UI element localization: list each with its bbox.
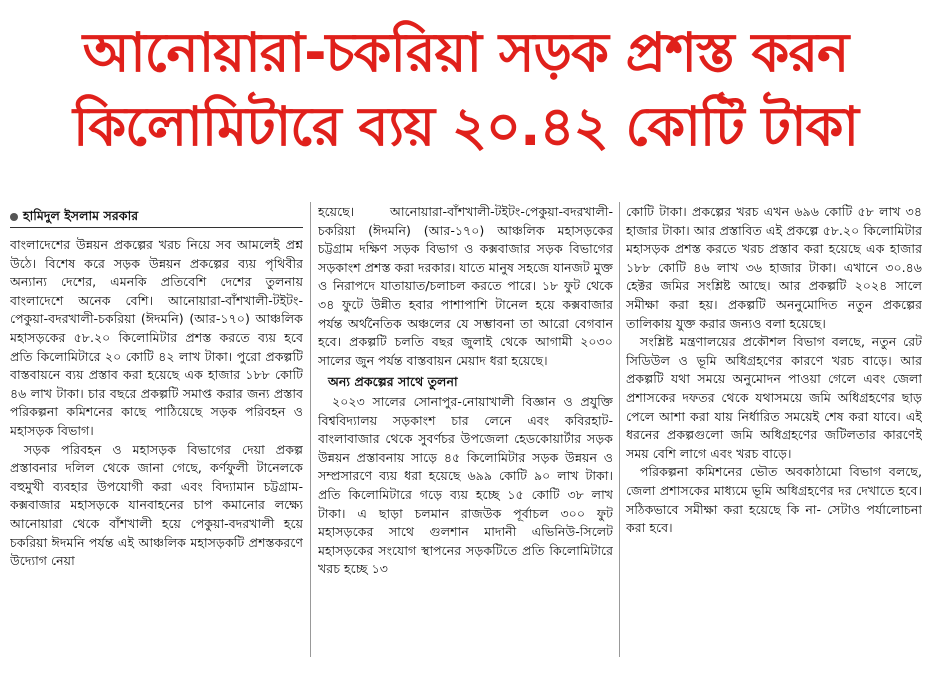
bullet-icon <box>10 213 18 221</box>
headline-line-1: আনোয়ারা-চকরিয়া সড়ক প্রশস্ত করন <box>82 21 849 84</box>
paragraph: কোটি টাকা। প্রকল্পের খরচ এখন ৬৯৬ কোটি ৫৮ লাখ ৩৪ হাজার টাকা। আর প্রস্তাবিত এই প্রকল্পে ৫৮.২০ কিলোমিটার মহাসড়ক প্রশস্ত করতে খরচ প্রস্তাব করা হয়েছে এক হাজার ১৮৮ কোটি ৪৬ লাখ ৩৬ হাজার টাকা। এখানে ৩০.৪৬ হেক্টর জমির সংশ্লিষ্ট আছে। আর প্রকল্পটি ২০২৪ সালে সমীক্ষা করা হয়। প্রকল্পটি অননুমোদিত নতুন প্রকল্পের তালিকায় যুক্ত করার জন্যও বলা হয়েছে। <box>626 204 922 331</box>
article-column-1 <box>10 236 303 691</box>
headline-line-2: কিলোমিটারে ব্যয় ২০.৪২ কোটি টাকা <box>72 95 859 158</box>
byline-divider <box>10 227 303 228</box>
paragraph: হয়েছে। আনোয়ারা-বাঁশখালী-টইটং-পেকুয়া-বদরখালী-চকরিয়া (ঈদমনি) (আর-১৭০) আঞ্চলিক মহাসড়কের চট্টগ্রাম দক্ষিণ সড়ক বিভাগ ও কক্সবাজার সড়ক বিভাগের সড়কাংশ প্রশস্ত করা দরকার। যাতে মানুষ সহজে যানজট মুক্ত ও নিরাপদে যাতায়াত/চলাচল করতে পারে। ১৮ ফুট থেকে ৩৪ ফুটে উন্নীত হবার পাশাপাশি টানেল হয়ে কক্সবাজার পর্যন্ত অর্থনৈতিক অঞ্চলের যে সম্ভাবনা তা আরো বেগবান হবে। প্রকল্পটি চলতি বছর জুলাই থেকে আগামী ২০৩০ সালের জুন পর্যন্ত বাস্তবায়ন মেয়াদ ধরা হয়েছে। <box>318 204 613 368</box>
subheading: অন্য প্রকল্পের সাথে তুলনা <box>328 374 458 390</box>
paragraph: বাংলাদেশের উন্নয়ন প্রকল্পের খরচ নিয়ে সব আমলেই প্রশ্ন উঠে। বিশেষ করে সড়ক উন্নয়ন প্রকল্পের ব্যয় পৃথিবীর অন্যান্য দেশের, এমনকি প্রতিবেশি দেশের তুলনায় বাংলাদেশে অনেক বেশি। আনোয়ারা-বাঁশখালী-টইটং-পেকুয়া-বদরখালী-চকরিয়া (ঈদমনি) (আর-১৭০) আঞ্চলিক মহাসড়কের ৫৮.২০ কিলোমিটার প্রশস্ত করতে ব্যয় হবে প্রতি কিলোমিটারে ২০ কোটি ৪২ লাখ টাকা। পুরো প্রকল্পটি বাস্তবায়নে ব্যয় প্রস্তাব করা হয়েছে এক হাজার ১৮৮ কোটি ৪৬ লাখ টাকা। চার বছরে প্রকল্পটি সমাপ্ত করার জন্য প্রস্তাব পরিকল্পনা কমিশনের কাছে পাঠিয়েছে সড়ক পরিবহন ও মহাসড়ক বিভাগ। <box>10 237 303 438</box>
column-divider <box>619 202 620 657</box>
paragraph: সড়ক পরিবহন ও মহাসড়ক বিভাগের দেয়া প্রকল্প প্রস্তাবনার দলিল থেকে জানা গেছে, কর্ণফুলী টানেলকে বহুমুখী ব্যবহার উপযোগী করা এবং বিদ্যামান চট্টগ্রাম-কক্সবাজার মহাসড়কে যানবাহনের চাপ কমানোর লক্ষ্যে আনোয়ারা থেকে বাঁশখালী হয়ে পেকুয়া-বদরখালী হয়ে চকরিয়া ঈদমনি পর্যন্ত এই আঞ্চলিক মহাসড়কটি প্রশস্তকরণে উদ্যোগ নেয়া <box>10 441 303 569</box>
column-divider <box>310 202 311 657</box>
paragraph: ২০২৩ সালের সোনাপুর-নোয়াখালী বিজ্ঞান ও প্রযুক্তি বিশ্ববিদ্যালয় সড়কাংশ চার লেনে এবং কবিরহাট-বাংলাবাজার থেকে সুবর্ণচর উপজেলা হেডকোয়ার্টার সড়ক উন্নয়ন প্রস্তাবনায় সাড়ে ৪৫ কিলোমিটার সড়ক উন্নয়ন ও সম্প্রসারণে ব্যয় ধরা হয়েছে ৬৯৯ কোটি ৯০ লাখ টাকা। প্রতি কিলোমিটারে গড়ে ব্যয় হচ্ছে ১৫ কোটি ৩৮ লাখ টাকা। এ ছাড়া চলমান রাজউক পূর্বাচল ৩০০ ফুট মহাসড়কের সাথে গুলশান মাদানী এভিনিউ-সিলেট মহাসড়কের সংযোগ স্থাপনের সড়কটিতে প্রতি কিলোমিটারে খরচ হচ্ছে ১৩ <box>318 393 613 577</box>
article-column-2 <box>318 203 613 658</box>
byline-text: হামিদুল ইসলাম সরকার <box>23 208 139 223</box>
byline <box>10 208 138 228</box>
paragraph: পরিকল্পনা কমিশনের ভৌত অবকাঠামো বিভাগ বলছে, জেলা প্রশাসকের মাধ্যমে ভূমি অধিগ্রহণের দর দেখাতে হবে। সঠিকভাবে সমীক্ষা করা হয়েছে কি না- সেটাও পর্যালোচনা করা হবে। <box>626 464 922 536</box>
article-column-3 <box>626 203 922 658</box>
paragraph: সংশ্লিষ্ট মন্ত্রণালয়ের প্রকৌশল বিভাগ বলছে, নতুন রেট সিডিউল ও ভূমি অধিগ্রহণের কারণে খরচ বাড়ে। আর প্রকল্পটি যথা সময়ে অনুমোদন পাওয়া গেলে এবং জেলা প্রশাসকের দফতর থেকে যথাসময়ে জমি অধিগ্রহণের ছাড় পেলে আশা করা যায় নির্ধারিত সময়েই শেষ করা যাবে। এই ধরনের প্রকল্পগুলো জমি অধিগ্রহণের জটিলতার কারণেই সময় বেশি লাগে এবং খরচ বাড়ে। <box>626 334 922 461</box>
